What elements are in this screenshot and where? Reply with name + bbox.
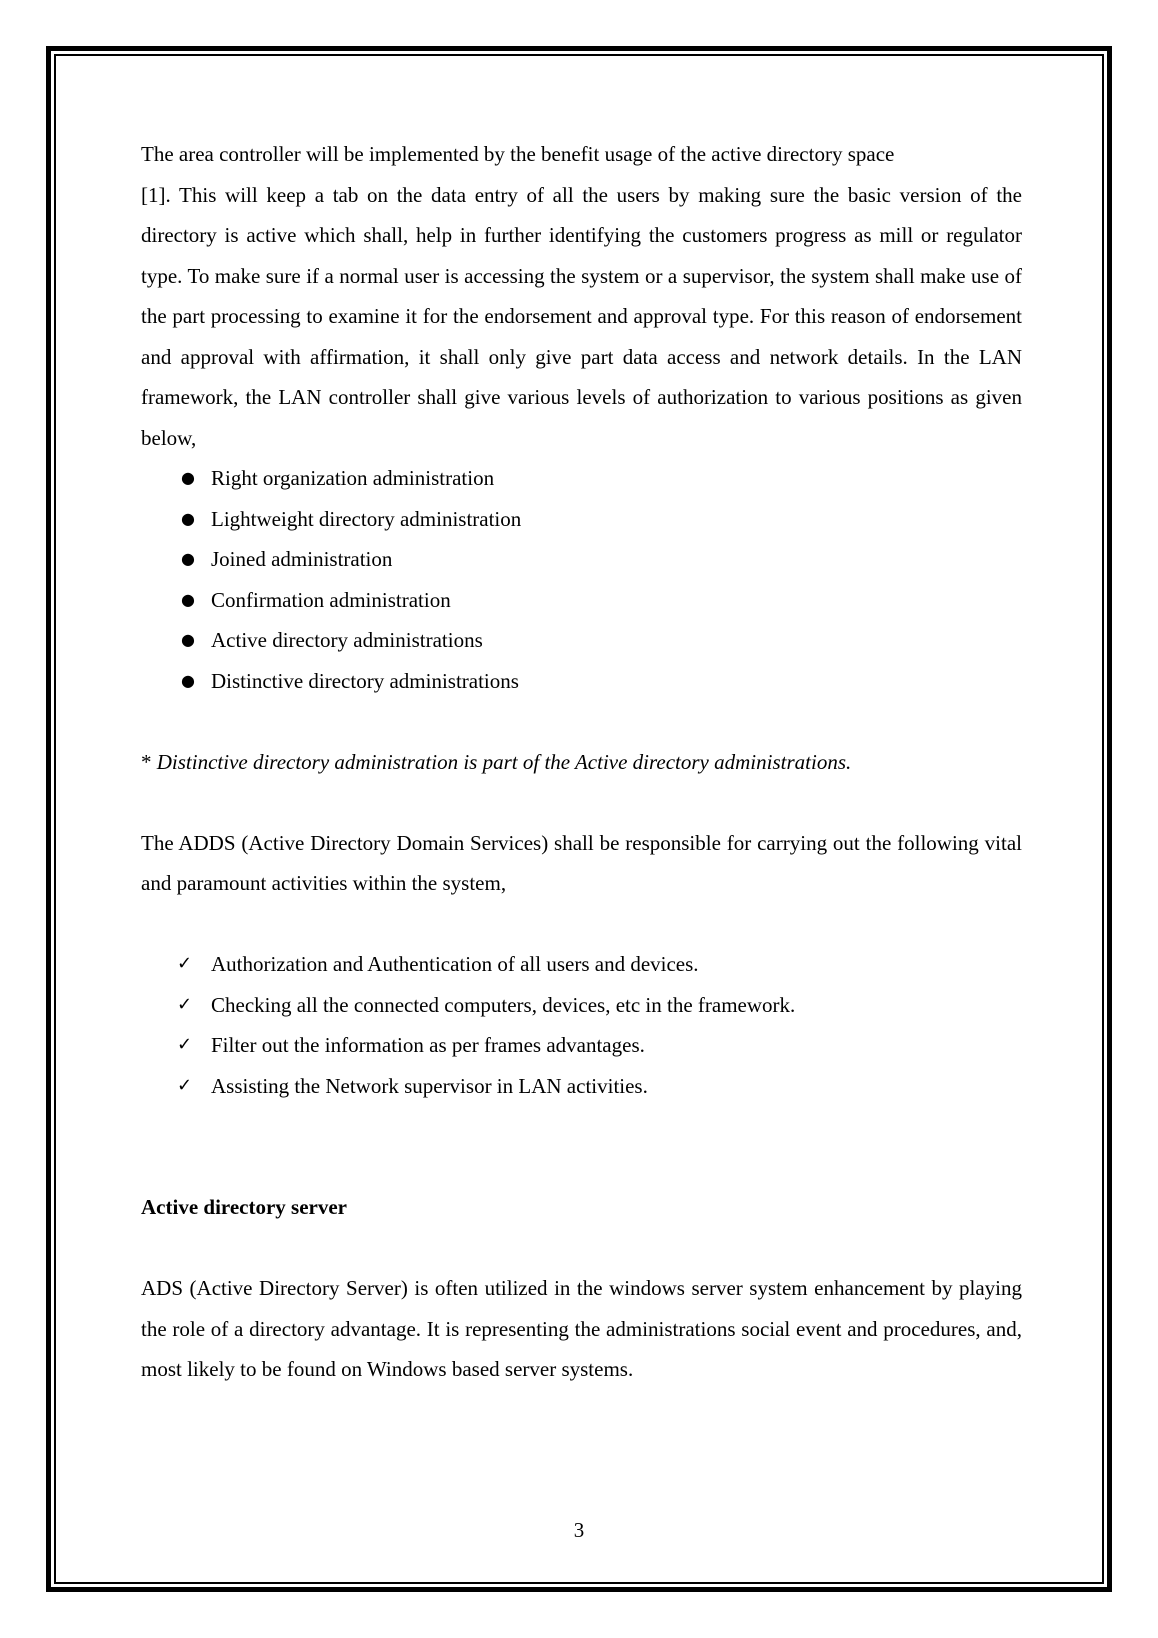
- list-item: [141, 620, 1022, 661]
- checkmark-icon: ✓: [177, 1034, 193, 1055]
- spacer: [141, 904, 1022, 945]
- bullet-icon: ●: [181, 589, 195, 609]
- page-content: [141, 134, 1022, 1390]
- spacer: [141, 701, 1022, 742]
- list-item-text: Authorization and Authentication of all users and devices.: [211, 952, 699, 976]
- list-item-text: Distinctive directory administrations: [211, 668, 519, 693]
- list-item: [141, 458, 1022, 499]
- spacer: [141, 1106, 1022, 1187]
- spacer: [141, 1228, 1022, 1269]
- adds-paragraph: The ADDS (Active Directory Domain Services) shall be responsible for carrying out the following vital and paramount activities within the system,: [141, 830, 1022, 895]
- list-item: [141, 944, 1022, 985]
- checkmark-icon: ✓: [177, 993, 193, 1015]
- bullet-icon: ●: [181, 508, 195, 528]
- bullet-icon: ●: [181, 549, 195, 568]
- list-item-text: Active directory administrations: [211, 628, 483, 652]
- list-item: [141, 1025, 1022, 1066]
- list-item: [141, 539, 1022, 580]
- administration-bullet-list: [141, 458, 1022, 701]
- list-item-text: Assisting the Network supervisor in LAN activities.: [211, 1073, 648, 1098]
- intro-paragraph-body: [1]. This will keep a tab on the data entry of all the users by making sure the basic version of the directory is active which shall, help in further identifying the customers progress as mill or regulator type. To make sure if a normal user is accessing the system or a supervisor, the system shall make use of the part processing to examine it for the endorsement and approval type. For this reason of endorsement and approval with affirmation, it shall only give part data access and network details. In the LAN framework, the LAN controller shall give various levels of authorization to various positions as given below,: [141, 182, 1022, 450]
- list-item-text: Filter out the information as per frames advantages.: [211, 1033, 645, 1057]
- section-heading: Active directory server: [141, 1195, 348, 1219]
- activities-check-list: [141, 944, 1022, 1106]
- list-item: [141, 1066, 1022, 1107]
- intro-paragraph-first-line: The area controller will be implemented by the benefit usage of the active directory space: [141, 142, 895, 166]
- bullet-icon: ●: [181, 670, 195, 690]
- list-item: [141, 499, 1022, 540]
- checkmark-icon: ✓: [177, 1074, 193, 1096]
- list-item-text: Checking all the connected computers, devices, etc in the framework.: [211, 992, 796, 1017]
- note-prefix: *: [141, 749, 157, 774]
- list-item-text: Confirmation administration: [211, 587, 451, 612]
- list-item-text: Joined administration: [211, 547, 393, 571]
- intro-paragraph: [141, 134, 1022, 458]
- checkmark-icon: ✓: [177, 953, 193, 974]
- list-item-text: Right organization administration: [211, 466, 495, 490]
- list-item: [141, 661, 1022, 702]
- note-text: Distinctive directory administration is part of the Active directory administrations.: [156, 749, 852, 774]
- spacer: [141, 782, 1022, 823]
- bullet-icon: ●: [181, 630, 195, 649]
- page-number: 3: [573, 1518, 585, 1542]
- italic-note: [141, 742, 1022, 783]
- list-item: [141, 580, 1022, 621]
- bullet-icon: ●: [181, 468, 195, 487]
- list-item: [141, 985, 1022, 1026]
- ads-paragraph: ADS (Active Directory Server) is often utilized in the windows server system enhancement by playing the role of a directory advantage. It is representing the administrations social event and procedures, and, most likely to be found on Windows based server systems.: [141, 1276, 1022, 1381]
- list-item-text: Lightweight directory administration: [211, 506, 522, 531]
